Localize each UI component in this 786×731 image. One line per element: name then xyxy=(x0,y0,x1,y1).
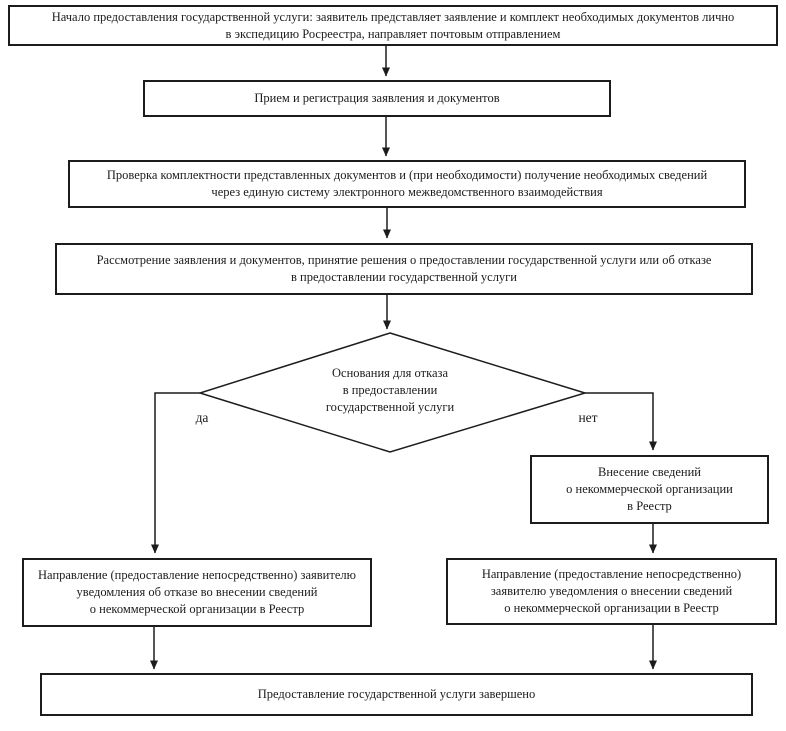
node-start xyxy=(8,5,778,46)
node-entry xyxy=(530,455,769,524)
node-decision-line: Основания для отказа xyxy=(332,366,448,380)
node-check xyxy=(68,160,746,208)
decision-yes-label: да xyxy=(195,410,209,425)
node-refusal-notice-line: о некоммерческой организации в Реестр xyxy=(89,602,305,616)
node-reception-line: Прием и регистрация заявления и документов xyxy=(254,91,500,105)
node-check-line: через единую систему электронного межведомственного взаимодействия xyxy=(211,185,603,199)
node-finish xyxy=(40,673,753,716)
decision-no-label: нет xyxy=(578,410,598,425)
node-entry-notice-line: заявителю уведомления о внесении сведений xyxy=(490,584,733,598)
node-check-line: Проверка комплектности представленных документов и (при необходимости) получение необходимых сведений xyxy=(106,168,708,182)
node-entry-line: Внесение сведений xyxy=(598,465,701,479)
node-entry-line: в Реестр xyxy=(627,499,672,513)
node-review xyxy=(55,243,753,295)
node-decision-line: в предоставлении xyxy=(342,383,438,397)
node-refusal-notice xyxy=(22,558,372,627)
node-refusal-notice-line: Направление (предоставление непосредственно) заявителю xyxy=(38,568,356,582)
node-review-line: в предоставлении государственной услуги xyxy=(290,270,517,284)
node-start-line: Начало предоставления государственной услуги: заявитель представляет заявление и комплект необходимых документов лично xyxy=(51,9,735,24)
node-decision-line: государственной услуги xyxy=(325,400,455,414)
node-review-line: Рассмотрение заявления и документов, принятие решения о предоставлении государственной услуги или об отказе xyxy=(96,253,712,267)
node-refusal-notice-line: уведомления об отказе во внесении сведений xyxy=(76,585,318,599)
node-entry-notice xyxy=(446,558,777,625)
node-decision-label xyxy=(275,365,505,416)
node-start-line: в экспедицию Росреестра, направляет почтовым отправлением xyxy=(225,26,561,41)
node-finish-line: Предоставление государственной услуги завершено xyxy=(257,687,536,701)
node-entry-line: о некоммерческой организации xyxy=(566,482,733,496)
node-entry-notice-line: о некоммерческой организации в Реестр xyxy=(504,601,719,615)
node-entry-notice-line: Направление (предоставление непосредственно) xyxy=(481,567,742,581)
node-reception xyxy=(143,80,611,117)
